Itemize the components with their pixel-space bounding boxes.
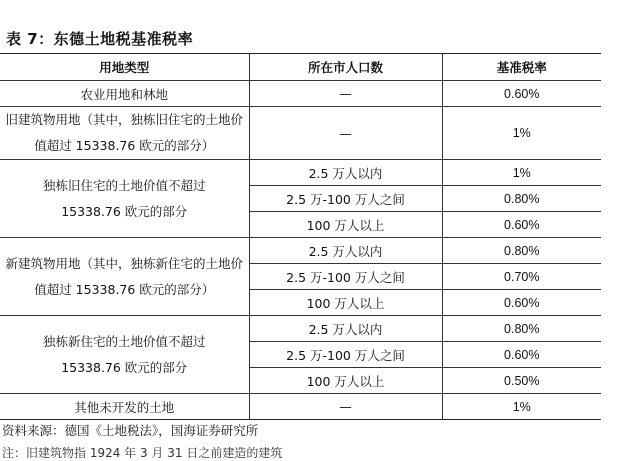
land-type-cell: 独栋新住宅的土地价值不超过15338.76 欧元的部分 xyxy=(0,316,249,394)
tax-rate-table xyxy=(0,53,601,420)
population-cell: 2.5 万-100 万人之间 xyxy=(249,342,442,368)
population-cell: 2.5 万人以内 xyxy=(249,316,442,342)
header-land-type: 用地类型 xyxy=(0,54,249,81)
header-rate: 基准税率 xyxy=(442,54,601,81)
rate-cell: 0.60% xyxy=(442,81,601,107)
rate-cell: 0.80% xyxy=(442,238,601,264)
rate-cell: 1% xyxy=(442,160,601,186)
header-population: 所在市人口数 xyxy=(249,54,442,81)
table-row xyxy=(0,394,601,420)
population-cell: 2.5 万人以内 xyxy=(249,238,442,264)
population-cell: — xyxy=(249,107,442,160)
table-header-row xyxy=(0,54,601,81)
table-row xyxy=(0,81,601,107)
table-title: 表 7：东德土地税基准税率 xyxy=(6,30,194,48)
land-type-cell: 农业用地和林地 xyxy=(0,81,249,107)
population-cell: 2.5 万-100 万人之间 xyxy=(249,186,442,212)
population-cell: 100 万人以上 xyxy=(249,290,442,316)
rate-cell: 0.60% xyxy=(442,342,601,368)
land-type-cell: 独栋旧住宅的土地价值不超过15338.76 欧元的部分 xyxy=(0,160,249,238)
land-type-cell: 其他未开发的土地 xyxy=(0,394,249,420)
footnote: 注：旧建筑物指 1924 年 3 月 31 日之前建造的建筑 xyxy=(2,446,283,460)
rate-cell: 1% xyxy=(442,107,601,160)
population-cell: 2.5 万-100 万人之间 xyxy=(249,264,442,290)
table-row xyxy=(0,160,601,186)
rate-cell: 0.50% xyxy=(442,368,601,394)
rate-cell: 0.80% xyxy=(442,316,601,342)
table-row xyxy=(0,238,601,264)
population-cell: — xyxy=(249,81,442,107)
table-row xyxy=(0,316,601,342)
rate-cell: 1% xyxy=(442,394,601,420)
population-cell: 100 万人以上 xyxy=(249,368,442,394)
table-row xyxy=(0,107,601,160)
source-note: 资料来源：德国《土地税法》，国海证券研究所 xyxy=(2,423,259,438)
rate-cell: 0.70% xyxy=(442,264,601,290)
population-cell: 100 万人以上 xyxy=(249,212,442,238)
population-cell: — xyxy=(249,394,442,420)
rate-cell: 0.80% xyxy=(442,186,601,212)
population-cell: 2.5 万人以内 xyxy=(249,160,442,186)
land-type-cell: 旧建筑物用地（其中，独栋旧住宅的土地价值超过 15338.76 欧元的部分） xyxy=(0,107,249,160)
land-type-cell: 新建筑物用地（其中，独栋新住宅的土地价值超过 15338.76 欧元的部分） xyxy=(0,238,249,316)
rate-cell: 0.60% xyxy=(442,212,601,238)
rate-cell: 0.60% xyxy=(442,290,601,316)
